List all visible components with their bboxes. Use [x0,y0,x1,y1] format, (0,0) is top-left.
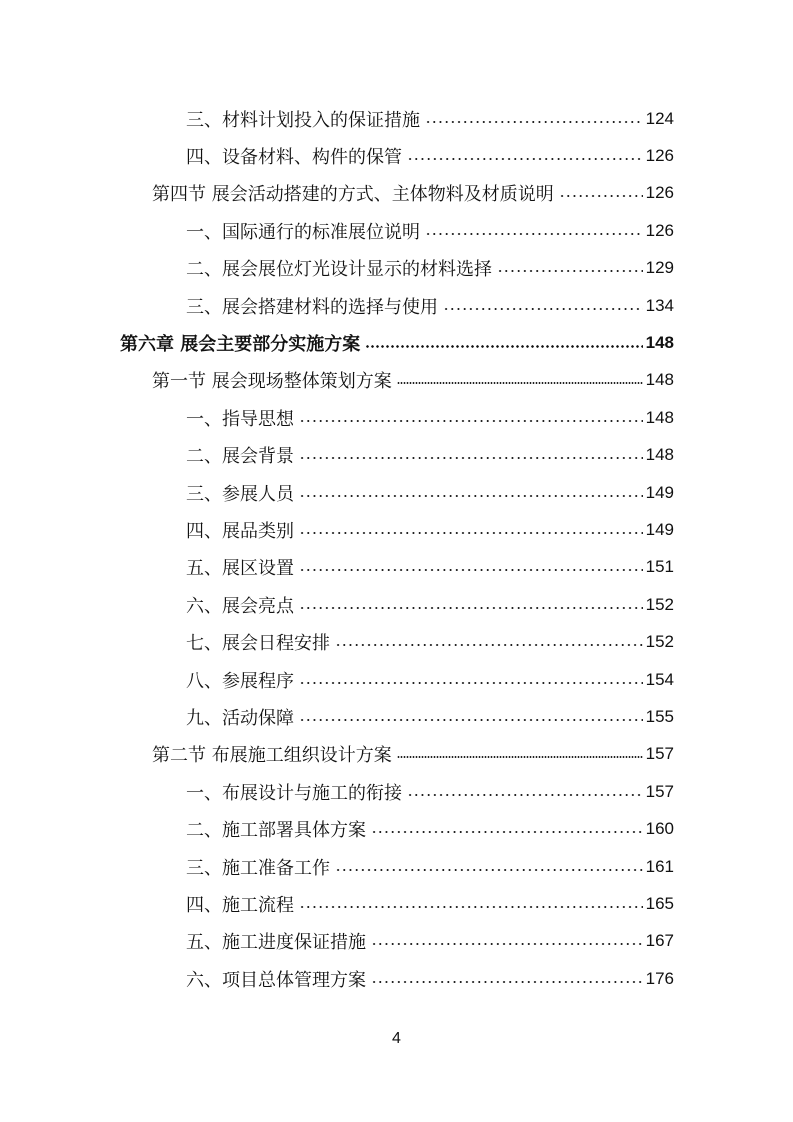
toc-item-entry[interactable] [0,137,793,174]
toc-entry-title: 四、设备材料、构件的保管 [186,147,402,169]
dot-leader [497,270,643,272]
dot-leader [397,382,643,384]
toc-entry-page: 126 [645,146,674,166]
toc-entry-page: 160 [645,819,674,839]
toc-item-entry[interactable] [0,960,793,997]
toc-entry-page: 157 [645,781,674,801]
toc-item-entry[interactable] [0,250,793,287]
dot-leader [407,794,643,796]
dot-leader [299,719,643,721]
toc-entry-page: 134 [645,295,674,315]
toc-entry-page: 167 [645,931,674,951]
toc-item-entry[interactable] [0,623,793,660]
toc-entry-page: 165 [645,893,674,913]
toc-entry-page: 176 [645,968,674,988]
page-number: 4 [392,1030,401,1047]
toc-entry-page: 161 [645,856,674,876]
dot-leader [299,569,643,571]
toc-item-entry[interactable] [0,810,793,847]
toc-item-entry[interactable] [0,549,793,586]
dot-leader [299,495,643,497]
dot-leader [335,644,643,646]
dot-leader [299,420,643,422]
toc-entry-page: 151 [645,557,674,577]
toc-entry-page: 148 [645,445,674,465]
toc-entry-page: 126 [645,220,674,240]
toc-item-entry[interactable] [0,773,793,810]
toc-section-entry[interactable] [0,736,793,773]
toc-entry-page: 154 [645,669,674,689]
toc-entry-title: 第四节 展会活动搭建的方式、主体物料及材质说明 [152,184,554,206]
toc-chapter-entry[interactable] [0,324,793,361]
dot-leader [365,345,642,348]
toc-section-entry[interactable] [0,362,793,399]
toc-entry-page: 148 [645,370,674,390]
toc-entry-title: 二、施工部署具体方案 [186,820,366,842]
toc-entry-title: 三、材料计划投入的保证措施 [186,109,420,131]
toc-entry-title: 八、参展程序 [186,670,294,692]
toc-entry-page: 152 [645,632,674,652]
dot-leader [299,906,643,908]
toc-entry-title: 第二节 布展施工组织设计方案 [152,745,392,767]
toc-entry-title: 四、展品类别 [186,520,294,542]
toc-entry-page: 126 [645,183,674,203]
toc-entry-page: 155 [645,706,674,726]
toc-item-entry[interactable] [0,212,793,249]
dot-leader [559,195,643,197]
toc-entry-title: 三、参展人员 [186,483,294,505]
toc-entry-page: 148 [645,407,674,427]
toc-entry-title: 三、施工准备工作 [186,857,330,879]
toc-entry-title: 六、展会亮点 [186,595,294,617]
toc-entry-title: 一、指导思想 [186,408,294,430]
toc-entry-title: 一、国际通行的标准展位说明 [186,221,420,243]
toc-entry-page: 149 [645,482,674,502]
toc-entry-title: 七、展会日程安排 [186,633,330,655]
toc-entry-title: 四、施工流程 [186,894,294,916]
toc-item-entry[interactable] [0,399,793,436]
toc-entry-title: 第六章 展会主要部分实施方案 [120,334,361,356]
toc-item-entry[interactable] [0,698,793,735]
dot-leader [299,682,643,684]
dot-leader [425,233,643,235]
toc-entry-title: 一、布展设计与施工的衔接 [186,782,402,804]
toc-item-entry[interactable] [0,100,793,137]
dot-leader [335,869,643,871]
dot-leader [397,756,643,758]
dot-leader [299,607,643,609]
toc-entry-title: 二、展会展位灯光设计显示的材料选择 [186,259,492,281]
toc-item-entry[interactable] [0,474,793,511]
toc-entry-title: 三、展会搭建材料的选择与使用 [186,296,438,318]
toc-item-entry[interactable] [0,923,793,960]
dot-leader [407,158,643,160]
toc-entry-page: 129 [645,258,674,278]
toc-entry-page: 148 [645,333,674,353]
toc-item-entry[interactable] [0,885,793,922]
dot-leader [371,943,643,945]
toc-item-entry[interactable] [0,586,793,623]
toc-entry-title: 九、活动保障 [186,707,294,729]
dot-leader [443,308,643,310]
toc-entry-title: 二、展会背景 [186,446,294,468]
toc-item-entry[interactable] [0,511,793,548]
dot-leader [425,121,643,123]
toc-entry-title: 六、项目总体管理方案 [186,969,366,991]
toc-entry-page: 149 [645,519,674,539]
toc-entry-title: 第一节 展会现场整体策划方案 [152,371,392,393]
toc-entry-page: 124 [645,108,674,128]
dot-leader [299,457,643,459]
dot-leader [371,831,643,833]
toc-entry-page: 157 [645,744,674,764]
toc-item-entry[interactable] [0,661,793,698]
toc-entry-title: 五、施工进度保证措施 [186,932,366,954]
toc-item-entry[interactable] [0,287,793,324]
dot-leader [371,981,643,983]
toc-section-entry[interactable] [0,175,793,212]
toc-entry-title: 五、展区设置 [186,558,294,580]
toc-entry-page: 152 [645,594,674,614]
table-of-contents [0,100,793,997]
toc-item-entry[interactable] [0,437,793,474]
toc-item-entry[interactable] [0,848,793,885]
dot-leader [299,532,643,534]
